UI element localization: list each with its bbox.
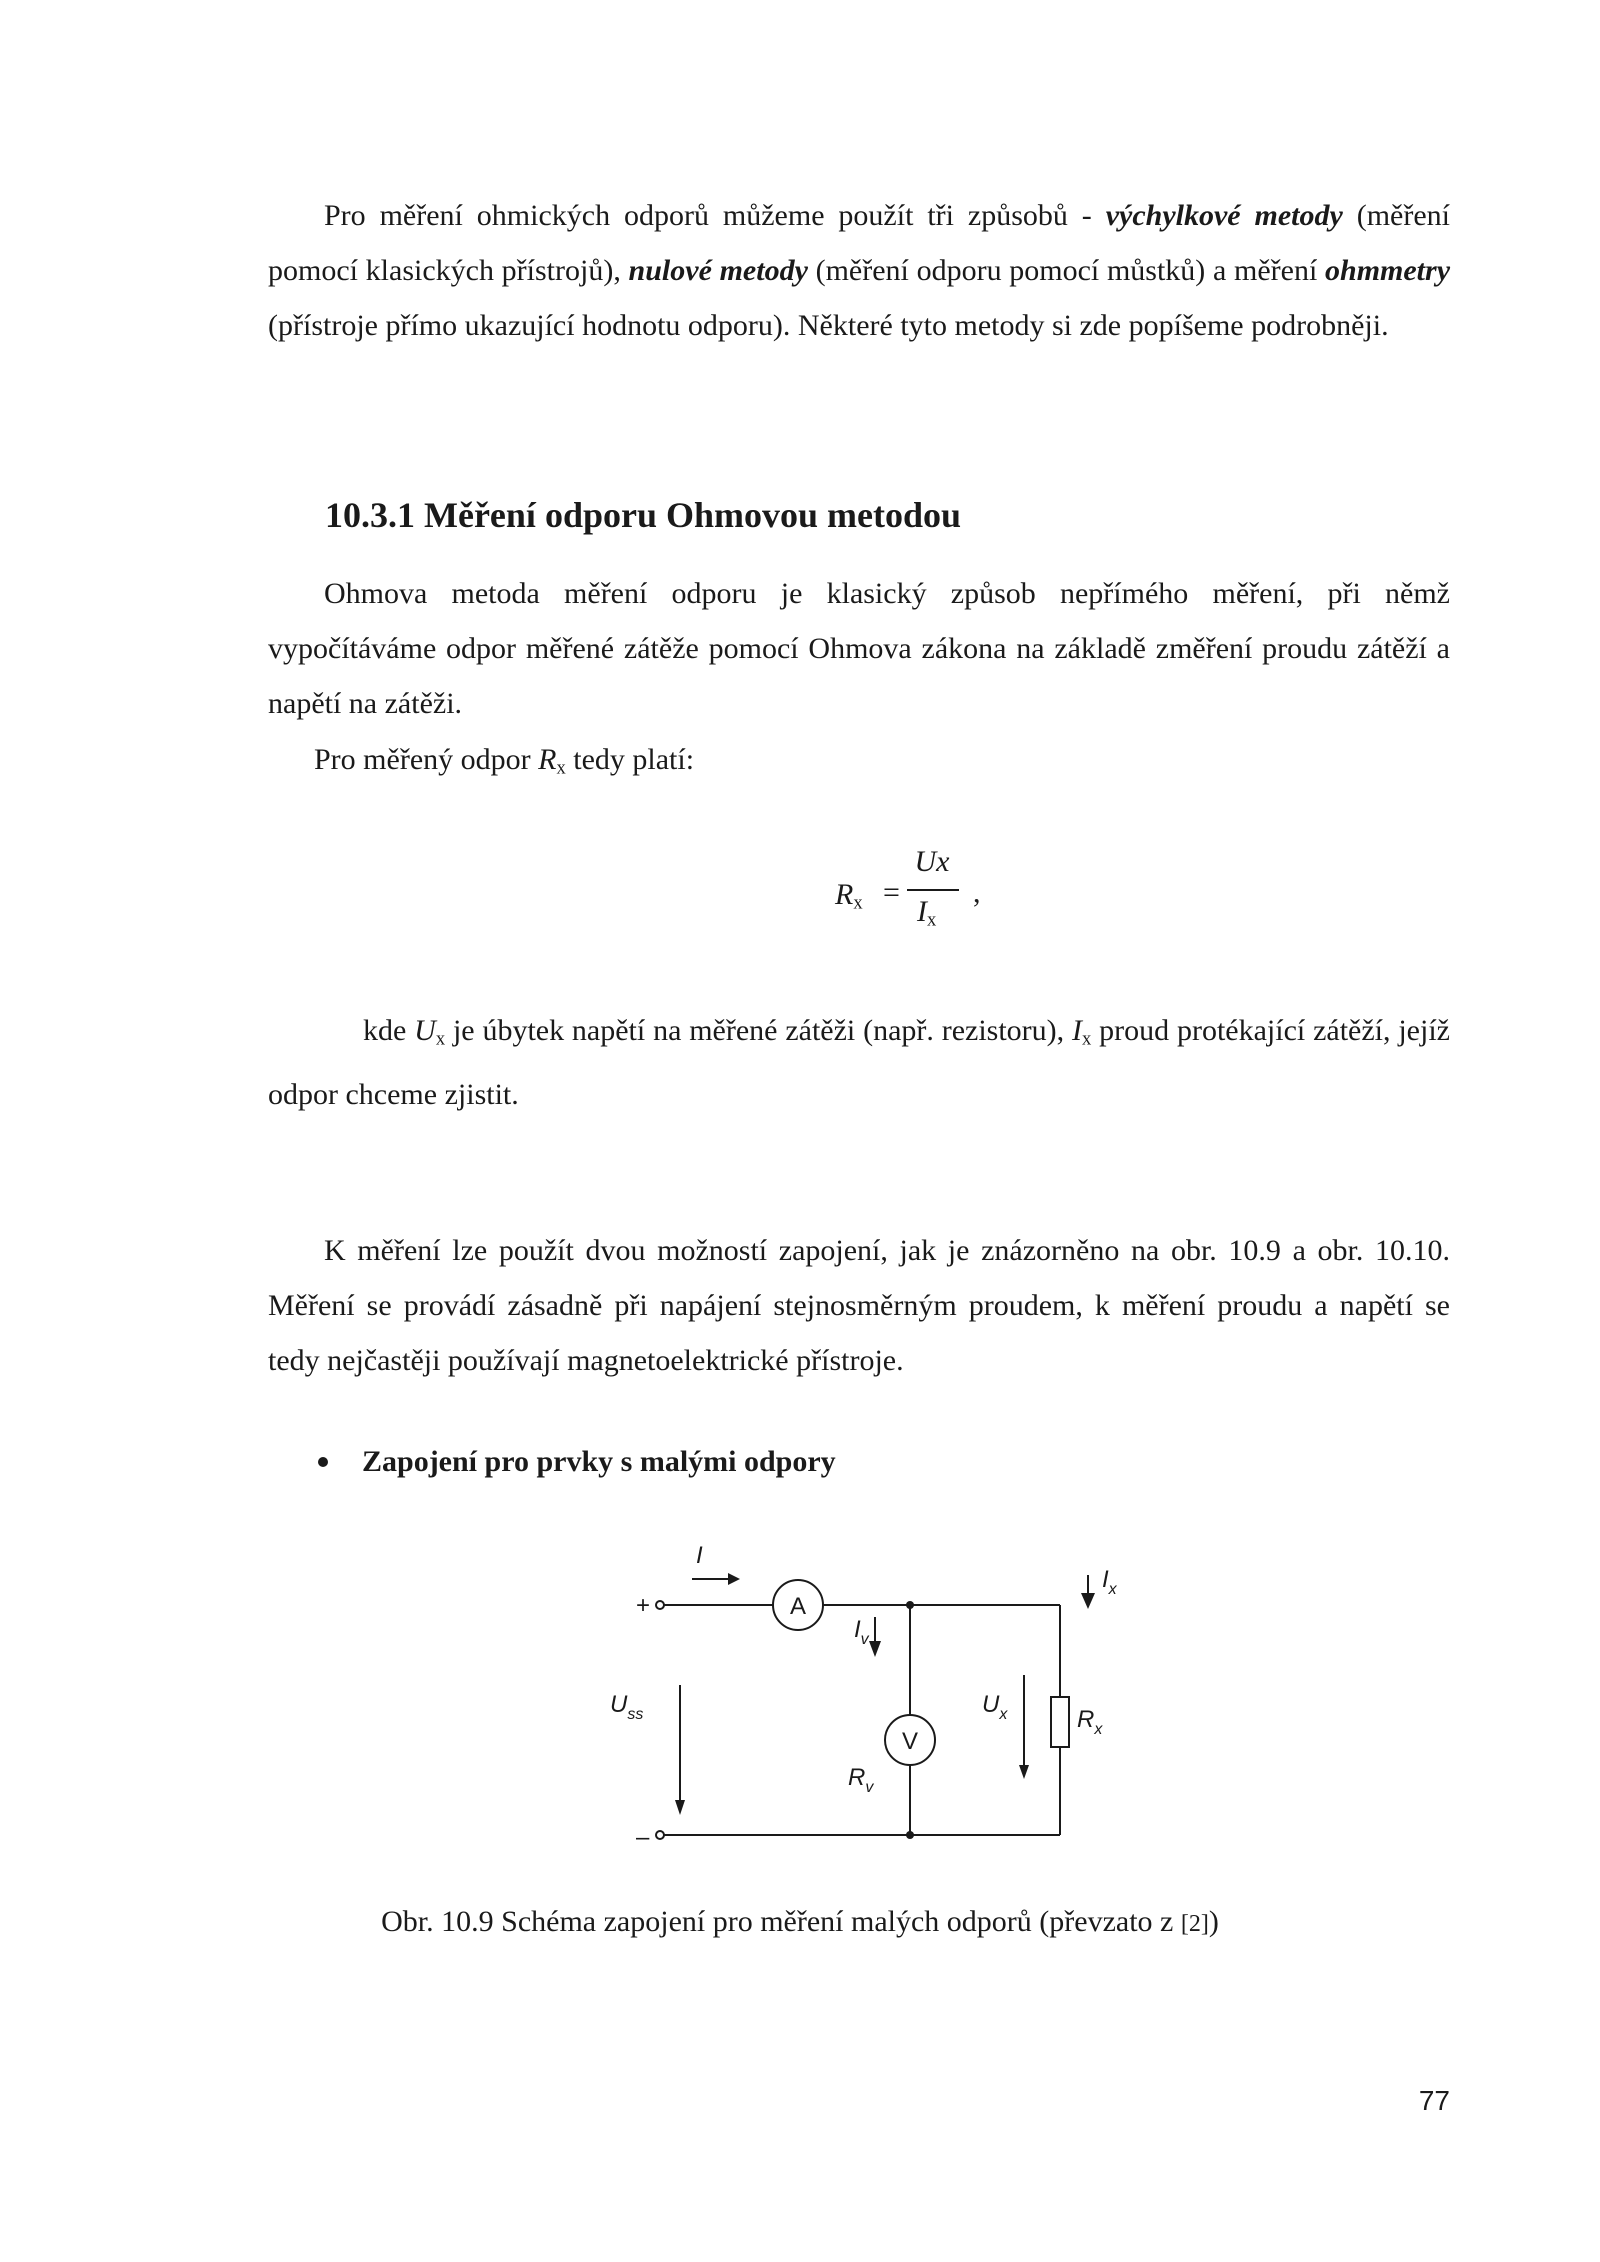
formula-intro-before: Pro měřený odpor [314,743,539,776]
explanation-text-1: kde [363,1014,415,1047]
label-rv: $R_v$ [848,1764,874,1796]
caption-close: ) [1208,1905,1219,1938]
intro-text-1: Pro měření ohmických odporů můžeme použít tři způsobů - [324,199,1106,232]
terminal-minus-icon [656,1831,664,1839]
caption-text: Obr. 10.9 Schéma zapojení pro měření malých odporů (převzato z [381,1905,1181,1938]
bullet-item [318,1445,836,1479]
explanation-paragraph [268,1003,1450,1122]
label-minus: – [636,1824,650,1851]
formula-numerator: Ux [914,845,950,878]
formula-equals: = [883,876,900,909]
resistor-rx-icon [1051,1697,1069,1747]
label-ux: $U_x$ [982,1691,1008,1723]
section-heading: 10.3.1 Měření odporu Ohmovou metodou [325,495,962,535]
formula-intro-symbol: R [538,743,557,776]
label-current-i: I [696,1542,703,1569]
intro-text-2: (měření pomocí klasických přístrojů), [268,199,1451,287]
formula-denominator: $I_x$ [917,895,937,931]
caption-ref: [2] [1180,1911,1209,1937]
formula-lhs: $R_x$ [835,878,863,914]
bullet-dot-icon [318,1457,328,1467]
ohm-law-formula [835,845,1015,955]
label-uss: $U_{ss}$ [610,1691,644,1723]
intro-text-4: (přístroje přímo ukazující hodnotu odporu). Některé tyto metody si zde popíšeme podrobněji. [268,309,1389,342]
term-ohmmeters: ohmmetry [1325,254,1451,287]
circuit-diagram [590,1535,1150,1865]
label-iv: $I_v$ [854,1616,869,1648]
arrow-i-head-icon [728,1573,740,1585]
explanation-text-3: proud protékající zátěží, jejíž odpor chceme zjistit. [268,1014,1450,1111]
node-top-dot-icon [906,1601,914,1609]
label-voltmeter: V [902,1728,919,1755]
term-null-methods: nulové metody [628,254,808,287]
term-deflection-methods: výchylkové metody [1105,199,1343,232]
connection-text: K měření lze použít dvou možností zapojení, jak je znázorněno na obr. 10.9 a obr. 10.10. Měření se provádí zásadně při napájení stejnosměrným proudem, k měření proudu a napětí se tedy nejčastěji používají magnetoelektrické přístroje. [268,1234,1450,1377]
page-number: 77 [1418,2085,1450,2116]
label-plus: + [636,1592,651,1619]
bullet-item-label: Zapojení pro prvky s malými odpory [362,1445,836,1478]
explanation-text-2: je úbytek napětí na měřené zátěži (např. rezistoru), [445,1014,1073,1047]
explanation-u: U [414,1014,436,1047]
formula-comma: , [973,876,981,909]
terminal-plus-icon [656,1601,664,1609]
explanation-u-sub: x [435,1028,446,1050]
formula-intro-line [268,732,1450,796]
intro-text-3: (měření odporu pomocí můstků) a měření [807,254,1326,287]
arrow-ix-head-icon [1081,1593,1095,1609]
arrow-ux-head-icon [1019,1765,1029,1779]
label-ix: $I_x$ [1102,1566,1117,1598]
fraction-bar [907,889,959,891]
arrow-iv-head-icon [869,1641,881,1657]
formula-intro-after: tedy platí: [565,743,695,776]
label-rx: $R_x$ [1077,1706,1103,1738]
ohm-method-paragraph [268,566,1450,731]
explanation-i: I [1072,1014,1083,1047]
figure-caption [0,1905,1600,1939]
ohm-method-text: Ohmova metoda měření odporu je klasický způsob nepřímého měření, při němž vypočítáváme odpor měřené zátěže pomocí Ohmova zákona na základě změření proudu zátěží a napětí na zátěži. [268,577,1450,720]
formula-intro-sub: x [556,757,566,779]
intro-paragraph [268,188,1450,353]
explanation-i-sub: x [1082,1028,1092,1050]
node-bottom-dot-icon [906,1831,914,1839]
label-ammeter: A [790,1593,807,1620]
arrow-uss-head-icon [675,1800,685,1815]
connection-paragraph [268,1223,1450,1388]
